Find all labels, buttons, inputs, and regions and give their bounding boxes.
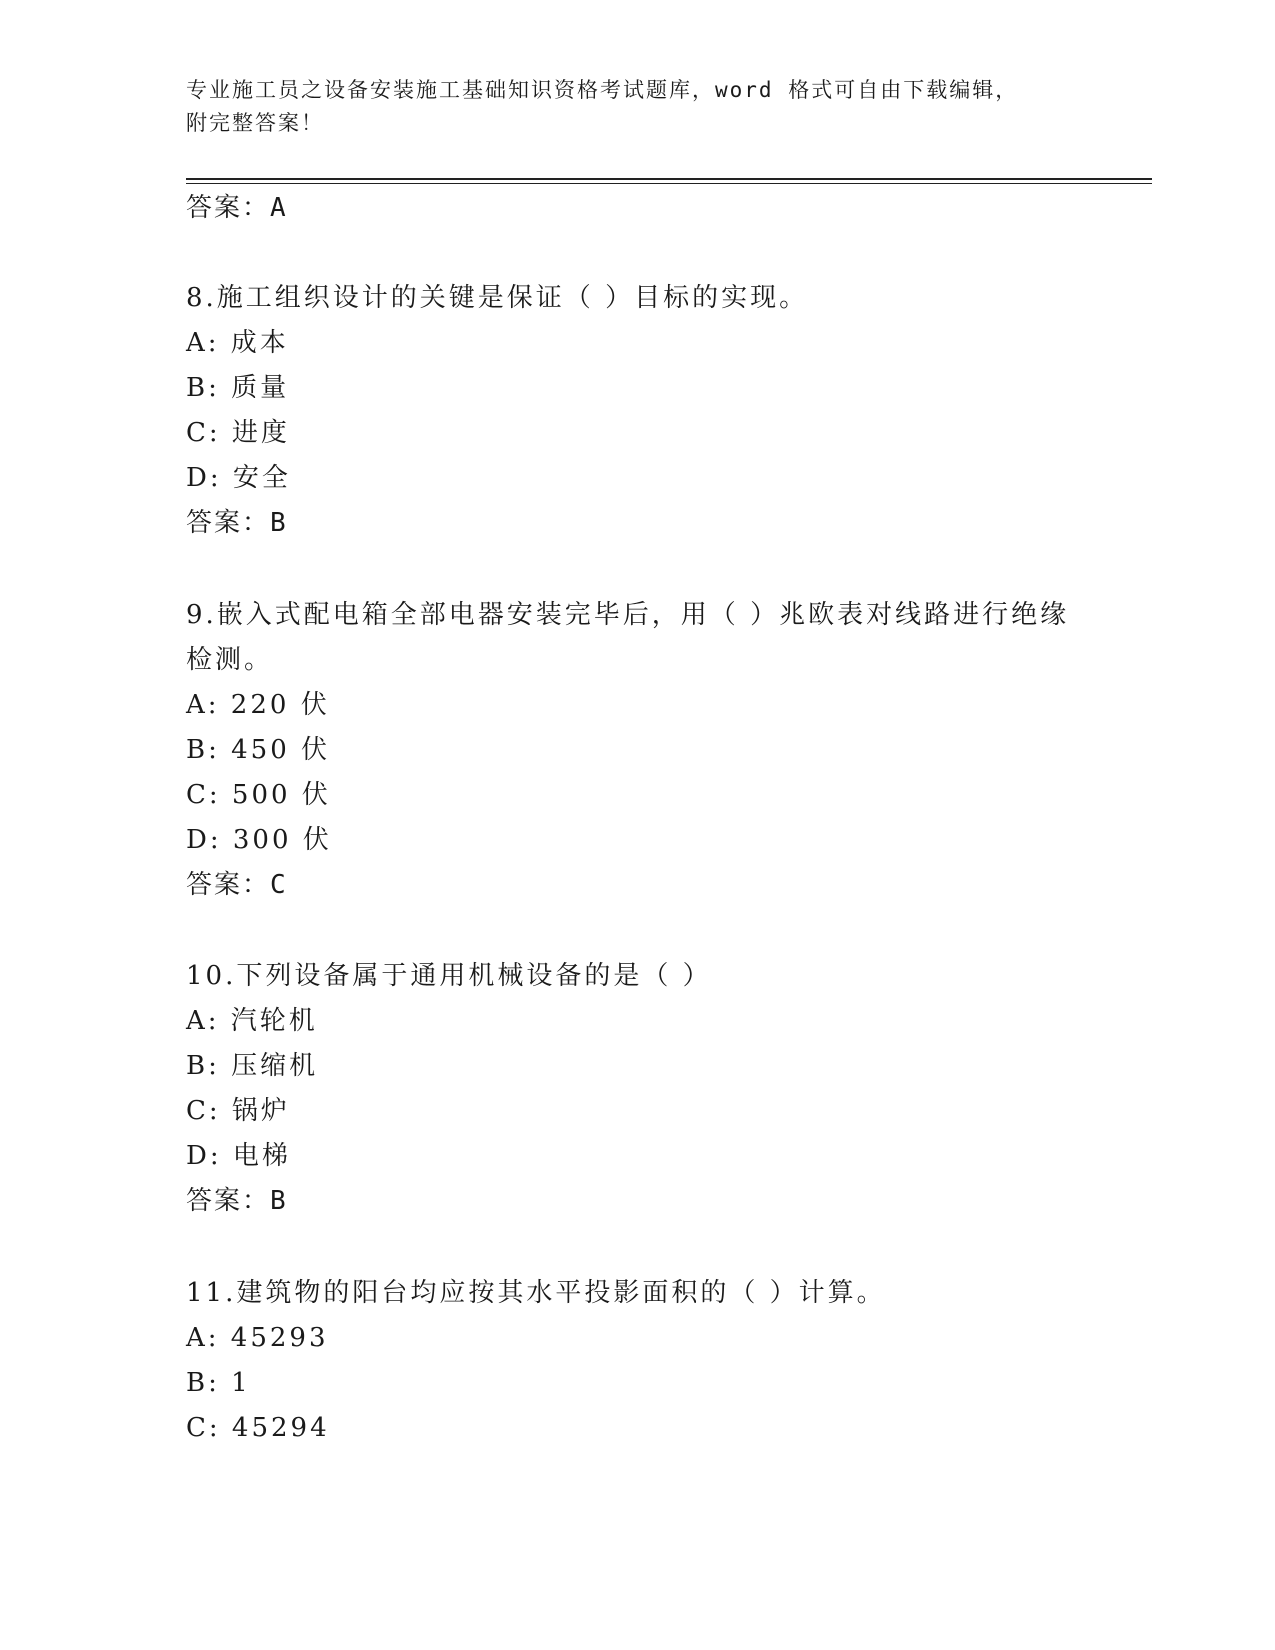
question-8-stem: 8.施工组织设计的关键是保证（ ）目标的实现。 xyxy=(186,283,809,313)
question-10-option-d: D: 电梯 xyxy=(186,1141,291,1171)
question-11-option-b: B: 1 xyxy=(186,1368,251,1398)
question-8-option-d: D: 安全 xyxy=(186,463,291,493)
question-10-option-b: B: 压缩机 xyxy=(186,1051,319,1081)
question-10-answer: 答案：B xyxy=(186,1186,288,1216)
question-8-option-b: B: 质量 xyxy=(186,373,290,403)
question-8-option-a: A: 成本 xyxy=(186,328,289,358)
question-11-option-a: A: 45293 xyxy=(186,1323,329,1353)
question-9-option-c: C: 500 伏 xyxy=(186,780,331,810)
question-11-option-c: C: 45294 xyxy=(186,1413,330,1443)
question-9-option-d: D: 300 伏 xyxy=(186,825,332,855)
question-10-stem: 10.下列设备属于通用机械设备的是（ ） xyxy=(186,961,712,991)
question-10-option-a: A: 汽轮机 xyxy=(186,1006,318,1036)
question-9-answer: 答案：C xyxy=(186,870,288,900)
header-line-1: 专业施工员之设备安装施工基础知识资格考试题库，word 格式可自由下载编辑， xyxy=(186,78,1019,102)
previous-answer: 答案：A xyxy=(186,193,288,223)
question-9-option-a: A: 220 伏 xyxy=(186,690,330,720)
question-9-stem-line-2: 检测。 xyxy=(186,645,274,675)
question-8-answer: 答案：B xyxy=(186,508,288,538)
question-9-option-b: B: 450 伏 xyxy=(186,735,331,765)
question-9-stem-line-1: 9.嵌入式配电箱全部电器安装完毕后，用（ ）兆欧表对线路进行绝缘 xyxy=(186,600,1070,630)
document-header xyxy=(186,74,1086,140)
question-10-option-c: C: 锅炉 xyxy=(186,1096,290,1126)
header-divider-thin xyxy=(186,183,1152,184)
question-8-option-c: C: 进度 xyxy=(186,418,290,448)
header-line-2: 附完整答案！ xyxy=(186,111,324,135)
header-divider-thick xyxy=(186,178,1152,180)
question-11-stem: 11.建筑物的阳台均应按其水平投影面积的（ ）计算。 xyxy=(186,1278,886,1308)
